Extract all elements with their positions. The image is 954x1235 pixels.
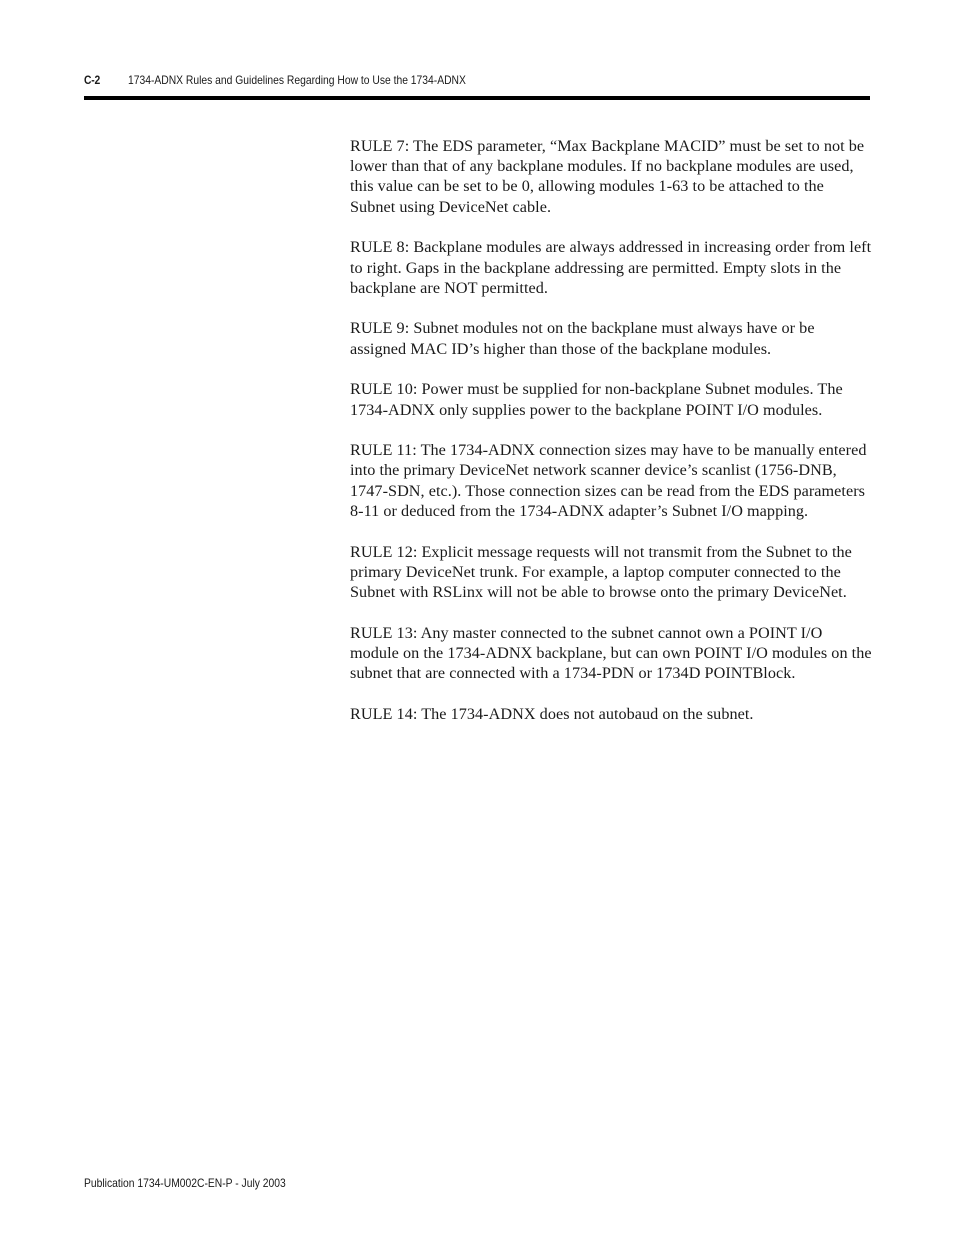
rule-13: RULE 13: Any master connected to the subnet cannot own a POINT I/O module on the 1734-ADNX backplane, but can own POINT I/O modules on the subnet that are connected with a 1734-PDN or 1734D POINTBlock. [350, 623, 872, 683]
rule-11: RULE 11: The 1734-ADNX connection sizes may have to be manually entered into the primary DeviceNet network scanner device’s scanlist (1756-DNB, 1747-SDN, etc.). Those connection sizes can be read from the EDS parameters 8-11 or deduced from the 1734-ADNX adapter’s Subnet I/O mapping. [350, 441, 867, 520]
rule-9: RULE 9: Subnet modules not on the backplane must always have or be assigned MAC ID’s higher than those of the backplane modules. [350, 319, 815, 358]
rule-14: RULE 14: The 1734-ADNX does not autobaud on the subnet. [350, 704, 754, 723]
running-title: 1734-ADNX Rules and Guidelines Regarding How to Use the 1734-ADNX [128, 73, 466, 87]
rule-7: RULE 7: The EDS parameter, “Max Backplane MACID” must be set to not be lower than that of any backplane modules. If no backplane modules are used, this value can be set to be 0, allowing modules 1-63 to be attached to the Subnet using DeviceNet cable. [350, 137, 865, 216]
rules-list [350, 136, 872, 744]
rule-10: RULE 10: Power must be supplied for non-backplane Subnet modules. The 1734-ADNX only supplies power to the backplane POINT I/O modules. [350, 380, 843, 419]
page-number: C-2 [84, 73, 101, 87]
publication-footer: Publication 1734-UM002C-EN-P - July 2003 [84, 1176, 286, 1190]
rule-12: RULE 12: Explicit message requests will not transmit from the Subnet to the primary DeviceNet trunk. For example, a laptop computer connected to the Subnet with RSLinx will not be able to browse onto the primary DeviceNet. [350, 542, 852, 601]
header-rule [84, 96, 870, 100]
page-header [84, 72, 870, 98]
rule-8: RULE 8: Backplane modules are always addressed in increasing order from left to right. Gaps in the backplane addressing are permitted. Empty slots in the backplane are NOT permitted. [350, 238, 872, 297]
